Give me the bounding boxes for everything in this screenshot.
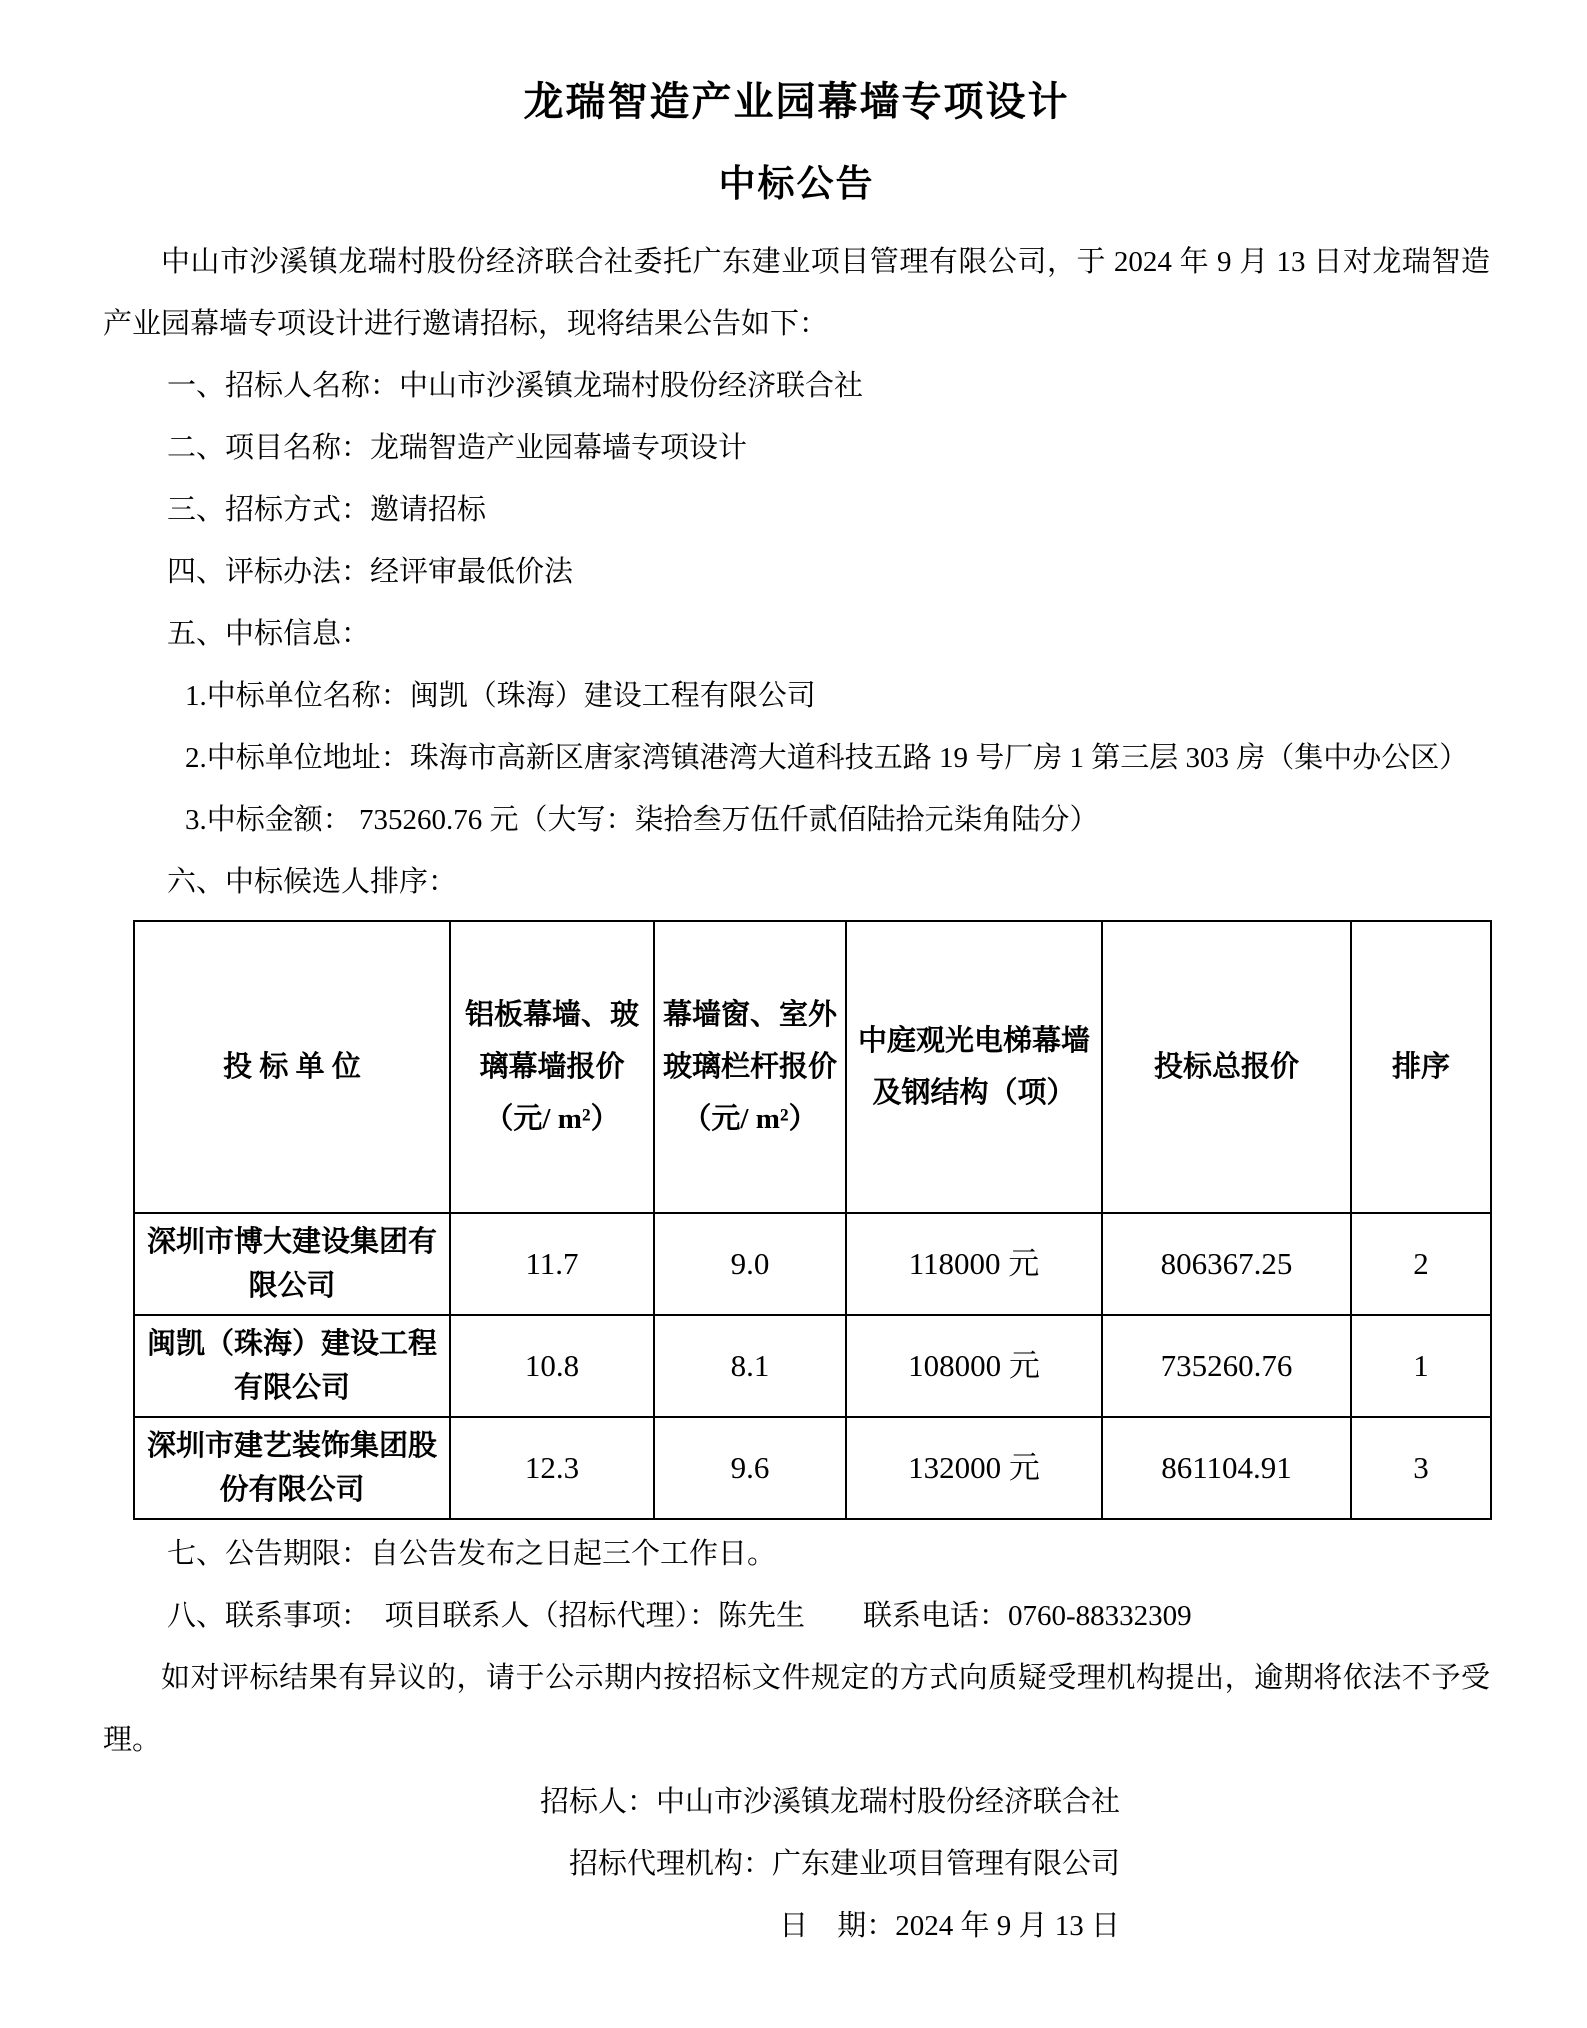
bidder-name: 深圳市建艺装饰集团股份有限公司 (134, 1417, 450, 1519)
winner-name: 1.中标单位名称：闽凯（珠海）建设工程有限公司 (185, 680, 816, 712)
clause-award-info: 五、中标信息： (167, 618, 371, 650)
clause-evaluation-method: 四、评标办法：经评审最低价法 (167, 556, 574, 588)
table-row (134, 1315, 1491, 1417)
clause-announcement-period: 七、公告期限：自公告发布之日起三个工作日。 (167, 1538, 777, 1570)
table-row (134, 1213, 1491, 1315)
table-header-row (134, 921, 1491, 1213)
aluminum-glass-price: 12.3 (450, 1417, 654, 1519)
signature-tenderer: 招标人：中山市沙溪镇龙瑞村股份经济联合社 (539, 1786, 1120, 1818)
total-price: 861104.91 (1102, 1417, 1351, 1519)
bidder-name: 深圳市博大建设集团有限公司 (134, 1213, 450, 1315)
rank-value: 3 (1351, 1417, 1491, 1519)
signature-agency: 招标代理机构：广东建业项目管理有限公司 (568, 1848, 1120, 1880)
col-header-bidder: 投 标 单 位 (134, 921, 450, 1213)
total-price: 735260.76 (1102, 1315, 1351, 1417)
atrium-elevator-price: 132000 元 (846, 1417, 1102, 1519)
table-row (134, 1417, 1491, 1519)
clause-contact-info: 八、联系事项： 项目联系人（招标代理）：陈先生 联系电话：0760-88332309 (167, 1600, 1192, 1632)
col-header-total-price: 投标总报价 (1102, 921, 1351, 1213)
aluminum-glass-price: 11.7 (450, 1213, 654, 1315)
col-header-window-railing-price: 幕墙窗、室外玻璃栏杆报价（元/ m²） (654, 921, 846, 1213)
clause-ranking-heading: 六、中标候选人排序： (167, 866, 458, 898)
clause-list (103, 355, 1490, 913)
clause-tenderer-name: 一、招标人名称：中山市沙溪镇龙瑞村股份经济联合社 (167, 370, 864, 402)
atrium-elevator-price: 118000 元 (846, 1213, 1102, 1315)
intro-paragraph: 中山市沙溪镇龙瑞村股份经济联合社委托广东建业项目管理有限公司，于 2024 年 9 月 13 日对龙瑞智造产业园幕墙专项设计进行邀请招标，现将结果公告如下： (103, 246, 1490, 340)
document-subtitle: 中标公告 (718, 164, 875, 205)
objection-notice: 如对评标结果有异议的，请于公示期内按招标文件规定的方式向质疑受理机构提出，逾期将依法不予受理。 (103, 1662, 1490, 1756)
aluminum-glass-price: 10.8 (450, 1315, 654, 1417)
atrium-elevator-price: 108000 元 (846, 1315, 1102, 1417)
post-table-clauses (103, 1523, 1490, 1957)
signature-date: 日 期：2024 年 9 月 13 日 (779, 1910, 1120, 1942)
winner-amount: 3.中标金额： 735260.76 元（大写：柒拾叁万伍仟贰佰陆拾元柒角陆分） (185, 804, 1099, 836)
window-railing-price: 8.1 (654, 1315, 846, 1417)
col-header-rank: 排序 (1351, 921, 1491, 1213)
bidder-name: 闽凯（珠海）建设工程有限公司 (134, 1315, 450, 1417)
document-title: 龙瑞智造产业园幕墙专项设计 (523, 79, 1070, 124)
rank-value: 1 (1351, 1315, 1491, 1417)
clause-tender-method: 三、招标方式：邀请招标 (167, 494, 487, 526)
window-railing-price: 9.0 (654, 1213, 846, 1315)
total-price: 806367.25 (1102, 1213, 1351, 1315)
candidate-ranking-table (133, 920, 1492, 1520)
clause-project-name: 二、项目名称：龙瑞智造产业园幕墙专项设计 (167, 432, 748, 464)
rank-value: 2 (1351, 1213, 1491, 1315)
col-header-atrium-elevator: 中庭观光电梯幕墙及钢结构（项） (846, 921, 1102, 1213)
winner-address: 2.中标单位地址：珠海市高新区唐家湾镇港湾大道科技五路 19 号厂房 1 第三层 303 房（集中办公区） (185, 742, 1469, 774)
window-railing-price: 9.6 (654, 1417, 846, 1519)
col-header-aluminum-glass-price: 铝板幕墙、玻璃幕墙报价（元/ m²） (450, 921, 654, 1213)
